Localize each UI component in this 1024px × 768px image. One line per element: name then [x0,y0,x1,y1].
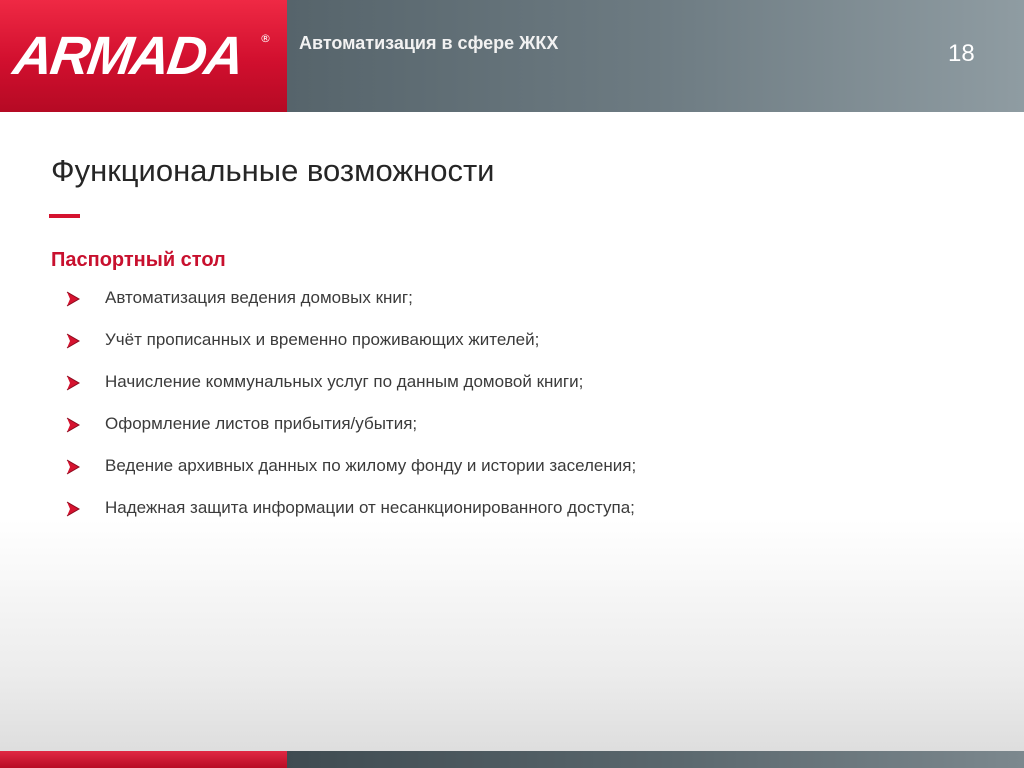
header [0,0,1024,112]
arrow-bullet-icon [66,416,80,434]
arrow-bullet-icon [66,374,80,392]
list-item-text: Ведение архивных данных по жилому фонду и истории заселения; [105,456,637,475]
logo: ARMADA [9,26,247,86]
arrow-bullet-icon [66,458,80,476]
list-item-text: Учёт прописанных и временно проживающих жителей; [105,330,540,349]
list-item [66,412,636,454]
list-item [66,370,636,412]
page-title: Функциональные возможности [51,153,495,188]
list-item [66,328,636,370]
footer-gray-bar [287,751,1024,768]
list-item-text: Автоматизация ведения домовых книг; [105,288,413,307]
arrow-bullet-icon [66,290,80,308]
section-title: Паспортный стол [51,249,226,271]
list-item [66,454,636,496]
arrow-bullet-icon [66,332,80,350]
registered-mark: ® [260,32,271,45]
title-accent-line [49,214,80,218]
header-title: Автоматизация в сфере ЖКХ [299,33,559,53]
header-bar [287,0,1024,112]
arrow-bullet-icon [66,500,80,518]
list-item-text: Надежная защита информации от несанкционированного доступа; [105,498,635,517]
list-item [66,286,636,328]
logo-block [0,0,287,112]
list-item-text: Оформление листов прибытия/убытия; [105,414,418,433]
list-item-text: Начисление коммунальных услуг по данным домовой книги; [105,372,584,391]
list-item [66,496,636,538]
feature-list [66,286,636,538]
page-number: 18 [948,40,975,67]
footer-red-bar [0,751,287,768]
